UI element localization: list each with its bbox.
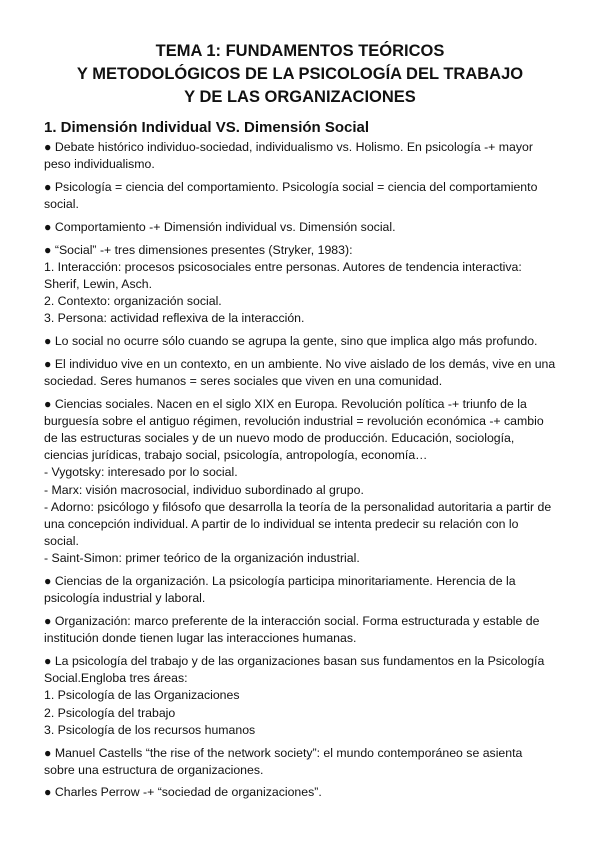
paragraph-12: ● Charles Perrow -+ “sociedad de organizaciones”. bbox=[44, 785, 322, 800]
paragraph-3: ● Comportamiento -+ Dimensión individual vs. Dimensión social. bbox=[44, 219, 396, 234]
document-title bbox=[44, 40, 556, 109]
section-heading: 1. Dimensión Individual VS. Dimensión Social bbox=[44, 119, 370, 136]
paragraph-7-intro: ● Ciencias sociales. Nacen en el siglo XIX en Europa. Revolución política -+ triunfo de la burguesía sobre el antiguo régimen, revolución industrial = revolución económica -+ cambio de las estructuras sociales y de un nuevo modo de producción. Educación, sociología, ciencias jurídicas, trabajo social, psicología, antropología, economía… bbox=[44, 396, 544, 463]
list-item: - Saint-Simon: primer teórico de la organización industrial. bbox=[44, 551, 360, 566]
paragraph-9: ● Organización: marco preferente de la interacción social. Forma estructurada y estable de institución donde tienen lugar las interacciones humanas. bbox=[44, 614, 540, 646]
list-item: 1. Psicología de las Organizaciones bbox=[44, 688, 240, 703]
title-line-3: Y DE LAS ORGANIZACIONES bbox=[184, 88, 416, 106]
paragraph-10-intro: ● La psicología del trabajo y de las organizaciones basan sus fundamentos en la Psicología Social.Engloba tres áreas: bbox=[44, 653, 545, 686]
paragraph-4-intro: ● “Social” -+ tres dimensiones presentes (Stryker, 1983): bbox=[44, 242, 353, 257]
list-item: 3. Persona: actividad reflexiva de la interacción. bbox=[44, 311, 305, 326]
paragraph-4 bbox=[44, 242, 556, 328]
paragraph-6: ● El individuo vive en un contexto, en un ambiente. No vive aislado de los demás, vive en una sociedad. Seres humanos = seres sociales que viven en una comunidad. bbox=[44, 356, 556, 388]
list-item: - Vygotsky: interesado por lo social. bbox=[44, 465, 238, 480]
paragraph-10 bbox=[44, 653, 556, 739]
title-line-1: TEMA 1: FUNDAMENTOS TEÓRICOS bbox=[155, 42, 445, 60]
list-item: 2. Psicología del trabajo bbox=[44, 705, 176, 720]
title-line-2: Y METODOLÓGICOS DE LA PSICOLOGÍA DEL TRABAJO bbox=[76, 65, 524, 83]
paragraph-1: ● Debate histórico individuo-sociedad, individualismo vs. Holismo. En psicología -+ mayor peso individualismo. bbox=[44, 140, 533, 172]
list-item: 3. Psicología de los recursos humanos bbox=[44, 722, 256, 737]
list-item: - Adorno: psicólogo y filósofo que desarrolla la teoría de la personalidad autoritaria a partir de una concepción individual. A partir de lo individual se intenta predecir su relación con lo social. bbox=[44, 499, 552, 549]
list-item: - Marx: visión macrosocial, individuo subordinado al grupo. bbox=[44, 482, 364, 497]
paragraph-11: ● Manuel Castells “the rise of the network society”: el mundo contemporáneo se asienta sobre una estructura de organizaciones. bbox=[44, 745, 523, 777]
paragraph-5: ● Lo social no ocurre sólo cuando se agrupa la gente, sino que implica algo más profundo. bbox=[44, 334, 538, 349]
paragraph-8: ● Ciencias de la organización. La psicología participa minoritariamente. Herencia de la psicología industrial y laboral. bbox=[44, 574, 516, 606]
list-item: 1. Interacción: procesos psicosociales entre personas. Autores de tendencia interactiva: Sherif, Lewin, Asch. bbox=[44, 259, 522, 291]
paragraph-7 bbox=[44, 396, 556, 568]
paragraph-2: ● Psicología = ciencia del comportamiento. Psicología social = ciencia del comportamiento social. bbox=[44, 179, 538, 212]
list-item: 2. Contexto: organización social. bbox=[44, 294, 222, 309]
